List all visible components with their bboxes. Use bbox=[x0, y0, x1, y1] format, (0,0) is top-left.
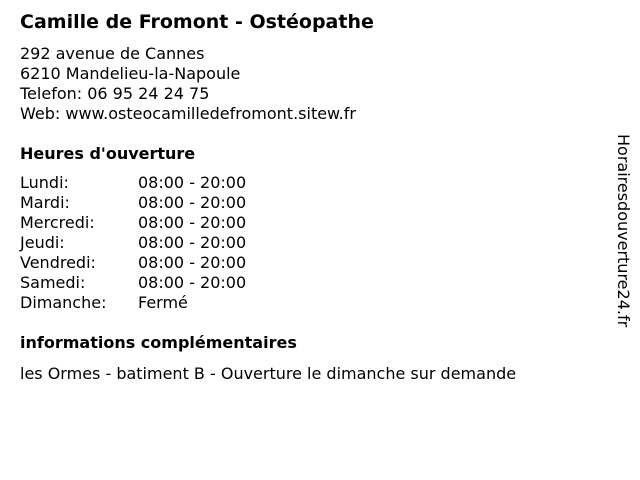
day-label: Lundi: bbox=[20, 173, 69, 192]
hours-row-saturday bbox=[20, 273, 600, 293]
business-card bbox=[20, 9, 600, 384]
hours-row-monday bbox=[20, 173, 600, 193]
time-range: 08:00 - 20:00 bbox=[138, 253, 247, 272]
hours-heading: Heures d'ouverture bbox=[20, 144, 196, 163]
day-label: Vendredi: bbox=[20, 253, 96, 272]
time-range: 08:00 - 20:00 bbox=[138, 173, 247, 192]
day-label: Mercredi: bbox=[20, 213, 95, 232]
info-heading: informations complémentaires bbox=[20, 333, 297, 352]
day-label: Dimanche: bbox=[20, 293, 107, 312]
hours-row-friday bbox=[20, 253, 600, 273]
day-label: Mardi: bbox=[20, 193, 70, 212]
info-text: les Ormes - batiment B - Ouverture le dimanche sur demande bbox=[20, 364, 517, 383]
hours-row-wednesday bbox=[20, 213, 600, 233]
phone-number: Telefon: 06 95 24 24 75 bbox=[20, 84, 210, 103]
time-range: Fermé bbox=[138, 293, 188, 312]
website: Web: www.osteocamilledefromont.sitew.fr bbox=[20, 104, 356, 123]
day-label: Jeudi: bbox=[20, 233, 65, 252]
time-range: 08:00 - 20:00 bbox=[138, 233, 247, 252]
hours-row-tuesday bbox=[20, 193, 600, 213]
address-block bbox=[20, 44, 600, 124]
time-range: 08:00 - 20:00 bbox=[138, 193, 247, 212]
hours-table bbox=[20, 173, 600, 313]
day-label: Samedi: bbox=[20, 273, 86, 292]
business-name: Camille de Fromont - Ostéopathe bbox=[20, 11, 374, 33]
hours-row-sunday bbox=[20, 293, 600, 313]
street-address: 292 avenue de Cannes bbox=[20, 44, 205, 63]
brand-watermark: Horairesdouverture24.fr bbox=[614, 134, 633, 328]
hours-row-thursday bbox=[20, 233, 600, 253]
time-range: 08:00 - 20:00 bbox=[138, 273, 247, 292]
time-range: 08:00 - 20:00 bbox=[138, 213, 247, 232]
postal-city: 6210 Mandelieu-la-Napoule bbox=[20, 64, 241, 83]
